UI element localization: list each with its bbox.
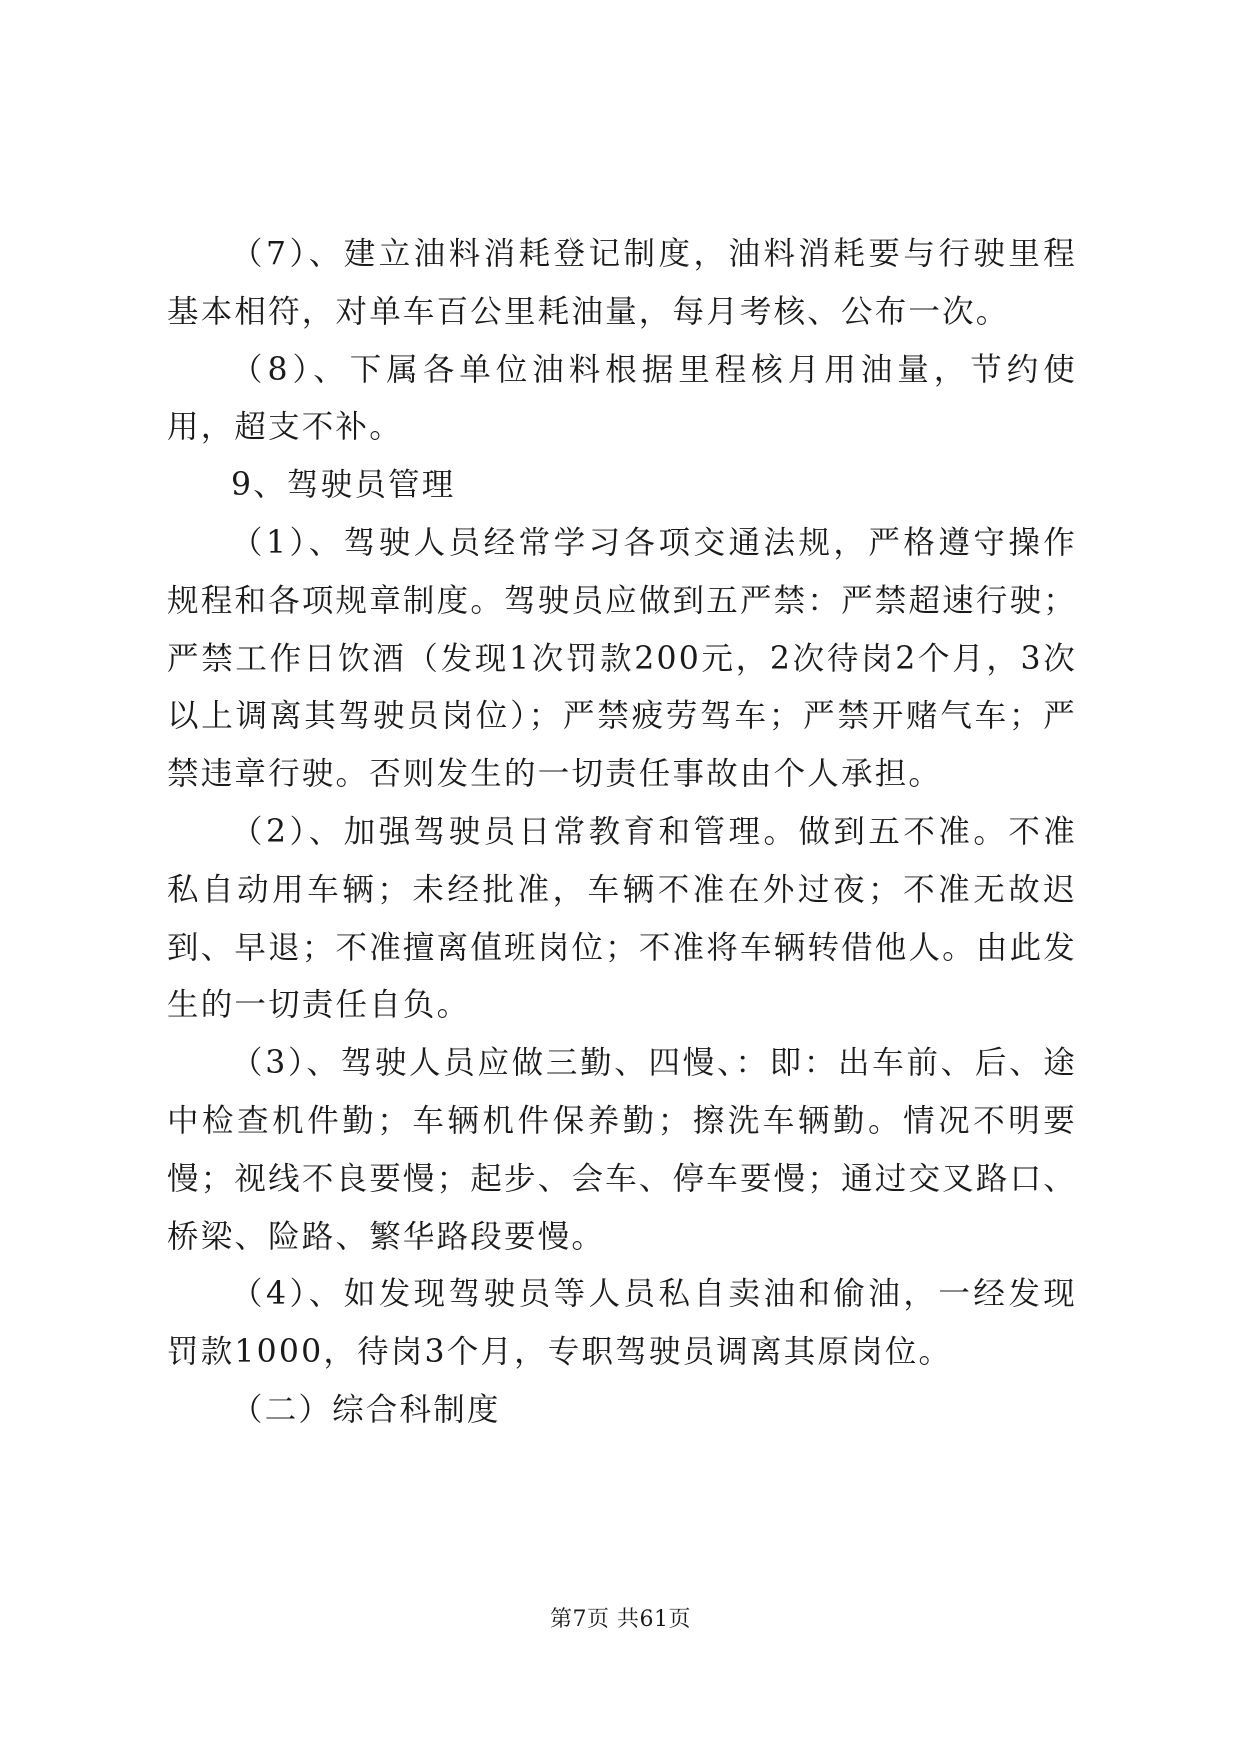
document-body: [167, 226, 1077, 1440]
paragraph-fuel-registration: （7）、建立油料消耗登记制度，油料消耗要与行驶里程基本相符，对单车百公里耗油量，每月考核、公布一次。: [167, 236, 1077, 330]
paragraph-fuel-theft-penalty: （4）、如发现驾驶员等人员私自卖油和偷油，一经发现罚款1000，待岗3个月，专职驾驶员调离其原岗位。: [167, 1276, 1077, 1371]
paragraph-three-diligences-four-slows: （3）、驾驶人员应做三勤、四慢、：即：出车前、后、途中检查机件勤；车辆机件保养勤；擦洗车辆勤。情况不明要慢；视线不良要慢；起步、会车、停车要慢；通过交叉路口、桥梁、险路、繁华路段要慢。: [167, 1045, 1077, 1255]
paragraph-five-disallowances: （2）、加强驾驶员日常教育和管理。做到五不准。不准私自动用车辆；未经批准，车辆不准在外过夜；不准无故迟到、早退；不准擅离值班岗位；不准将车辆转借他人。由此发生的一切责任自负。: [167, 813, 1077, 1024]
page-number-footer: 第7页 共61页: [550, 1607, 691, 1632]
section-heading-general-office-rules: （二）综合科制度: [231, 1391, 501, 1428]
paragraph-five-prohibitions: （1）、驾驶人员经常学习各项交通法规，严格遵守操作规程和各项规章制度。驾驶员应做到五严禁：严禁超速行驶；严禁工作日饮酒（发现1次罚款200元，2次待岗2个月，3次以上调离其驾驶员岗位）；严禁疲劳驾车；严禁开赌气车；严禁违章行驶。否则发生的一切责任事故由个人承担。: [167, 524, 1077, 793]
paragraph-fuel-allocation: （8）、下属各单位油料根据里程核月用油量，节约使用，超支不补。: [167, 351, 1077, 446]
section-heading-driver-management: 9、驾驶员管理: [231, 467, 456, 504]
